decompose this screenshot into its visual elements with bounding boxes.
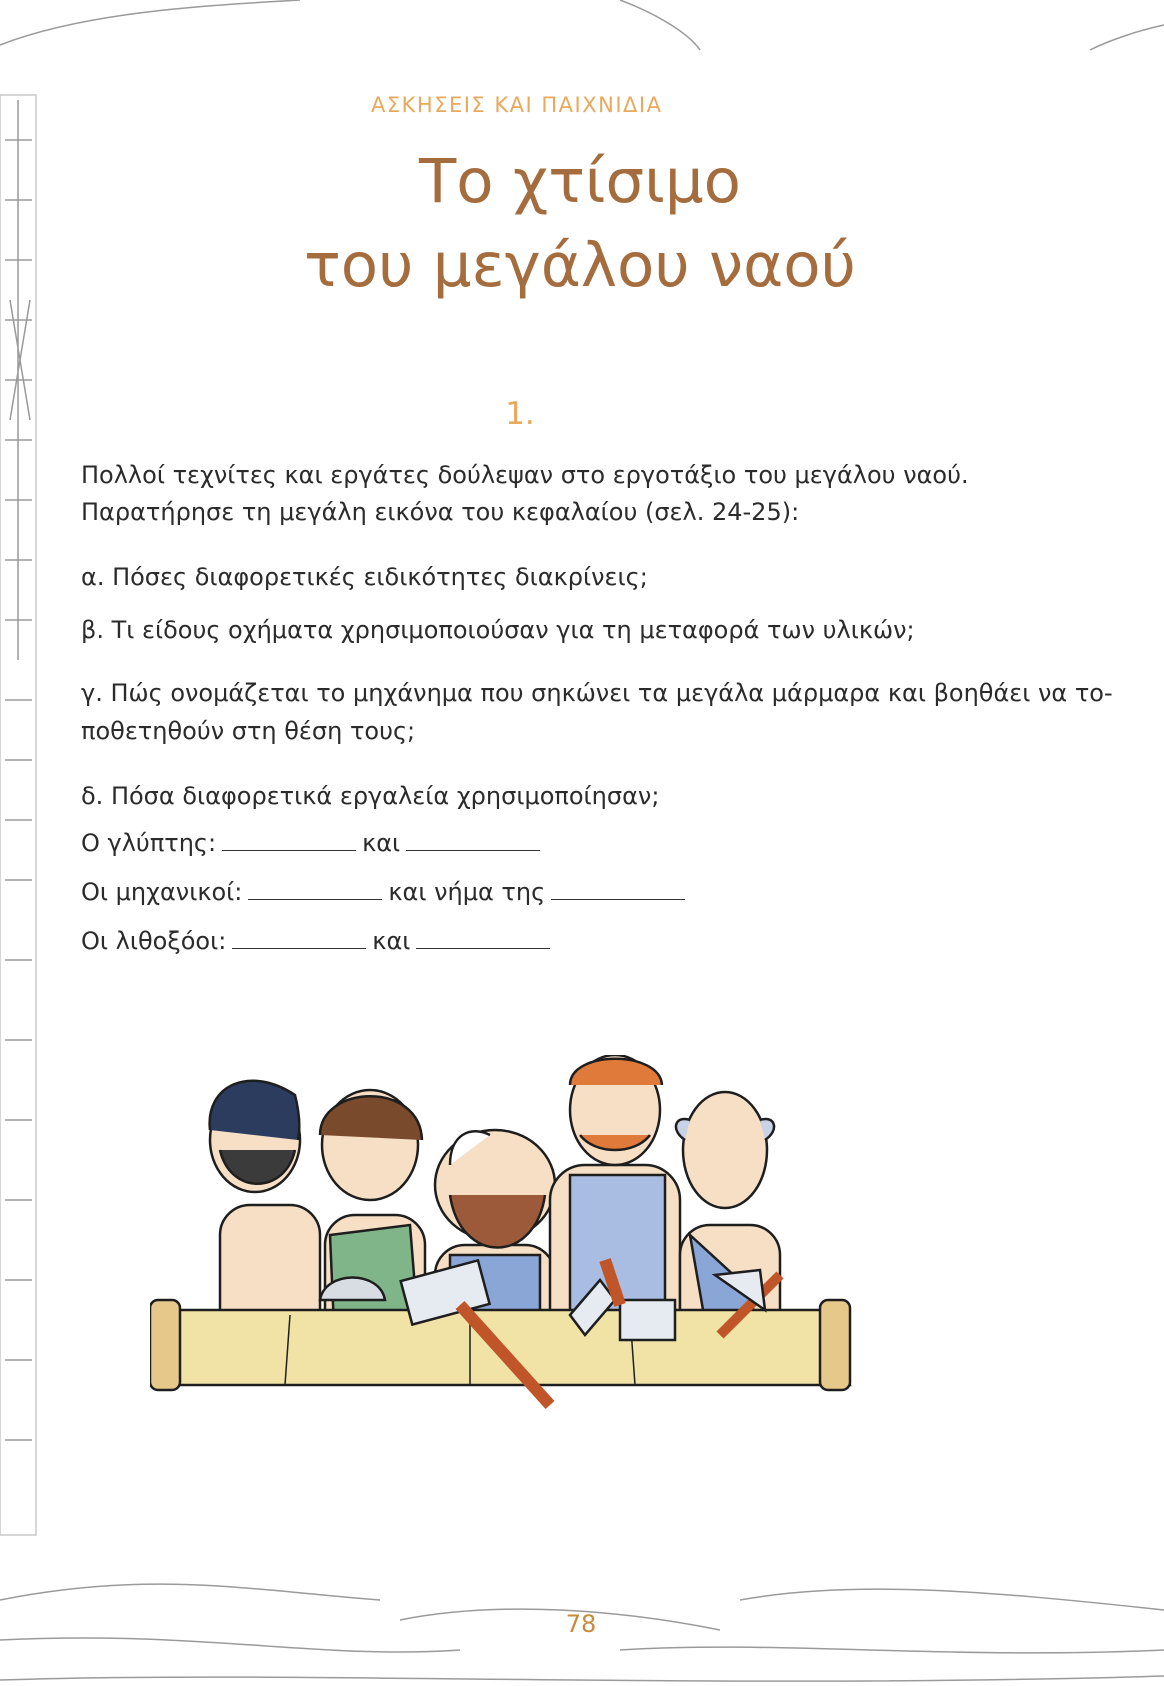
bottom-wave-sketch-2 [0,1638,1164,1653]
fill-row-engineers [81,878,691,906]
fill-mid-sculptor: και [362,829,401,857]
fill-row-sculptor [81,829,546,857]
question-d: δ. Πόσα διαφορετικά εργαλεία χρησιμοποίησαν; [81,782,660,810]
fill-label-sculptor: Ο γλύπτης: [81,829,217,857]
top-center-sketch-line [620,0,700,50]
question-c-line-1: γ. Πώς ονομάζεται το μηχάνημα που σηκώνει τα μεγάλα μάρμαρα και βοηθάει να το- [81,679,1113,707]
answer-blank-4[interactable] [551,881,685,900]
question-b: β. Τι είδους οχήματα χρησιμοποιούσαν για τη μεταφορά των υλικών; [81,616,915,644]
answer-blank-5[interactable] [232,930,366,949]
exercise-number: 1. [505,396,535,432]
question-a: α. Πόσες διαφορετικές ειδικότητες διακρίνεις; [81,563,648,591]
intro-line-2: Παρατήρησε τη μεγάλη εικόνα του κεφαλαίου (σελ. 24-25): [81,498,800,526]
question-c-line-2: ποθετηθούν στη θέση τους; [81,717,416,745]
answer-blank-3[interactable] [248,881,382,900]
top-right-sketch-line [1090,25,1164,50]
title-line-1: Το χτίσιμο [418,146,741,217]
top-left-sketch-line [0,0,300,45]
fill-label-engineers: Οι μηχανικοί: [81,878,243,906]
intro-line-1: Πολλοί τεχνίτες και εργάτες δούλεψαν στο εργοτάξιο του μεγάλου ναού. [81,461,969,489]
fill-label-stonecutters: Οι λιθοξόοι: [81,927,227,955]
page-number: 78 [565,1610,597,1638]
section-kicker: ΑΣΚΗΣΕΙΣ ΚΑΙ ΠΑΙΧΝΙΔΙΑ [371,93,663,117]
answer-blank-6[interactable] [416,930,550,949]
page-title [260,140,900,308]
answer-blank-2[interactable] [406,832,540,851]
fill-mid-stonecutters: και [372,927,411,955]
answer-blank-1[interactable] [222,832,356,851]
fill-mid-engineers: και νήμα της [388,878,546,906]
craftsmen-illustration [150,1055,910,1485]
fill-row-stonecutters [81,927,556,955]
title-line-2: του μεγάλου ναού [304,230,856,301]
bottom-wave-sketch-3 [0,1676,1164,1681]
